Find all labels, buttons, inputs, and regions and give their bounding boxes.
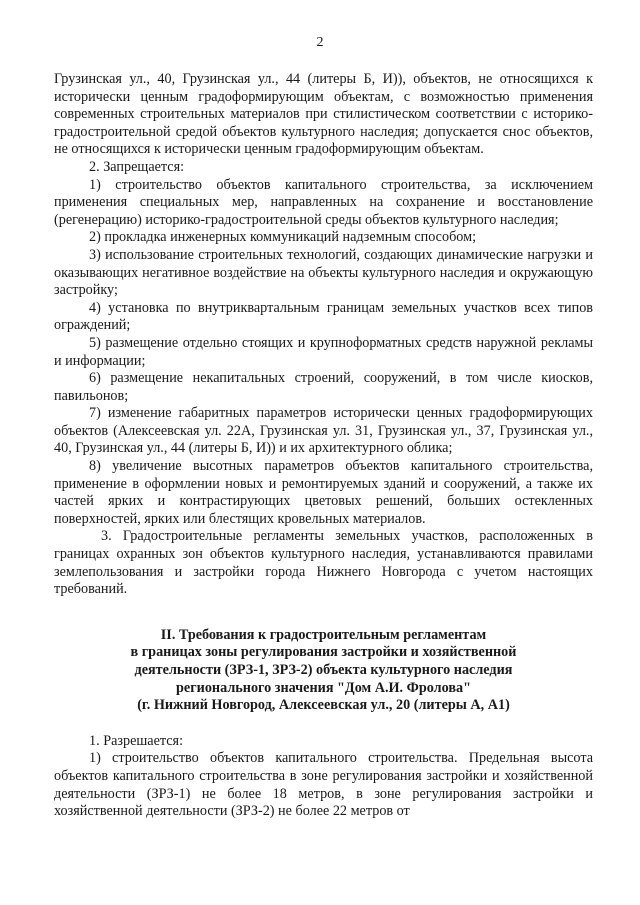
paragraph: 4) установка по внутриквартальным границам земельных участков всех типов ограждений; <box>54 299 593 334</box>
heading-line: деятельности (ЗРЗ-1, ЗРЗ-2) объекта культурного наследия <box>134 662 513 678</box>
paragraph: 7) изменение габаритных параметров исторически ценных градоформирующих объектов (Алексеевская ул. 22А, Грузинская ул. 31, Грузинская ул., 37, Грузинская ул., 40, Грузинская ул., 44 (литеры Б, И)) и их архитектурного облика; <box>54 405 593 457</box>
paragraph: 5) размещение отдельно стоящих и крупноформатных средств наружной рекламы и информации; <box>54 334 593 369</box>
heading-line: регионального значения "Дом А.И. Фролова" <box>176 679 471 696</box>
paragraph: 8) увеличение высотных параметров объектов капитального строительства, применение в оформлении новых и ремонтируемых зданий и сооружений, а также их частей ярких и контрастирующих цветовых решений, больших остекленных поверхностей, ярких или блестящих кровельных материалов. <box>54 458 593 527</box>
page-number: 2 <box>316 35 324 50</box>
paragraph: 3) использование строительных технологий, создающих динамические нагрузки и оказывающих негативное воздействие на объекты культурного наследия и окружающую застройку; <box>54 246 593 299</box>
section-ii-heading <box>54 627 593 715</box>
paragraph: 1) строительство объектов капитального строительства, за исключением применения специальных мер, направленных на сохранение и восстановление (регенерацию) историко-градостроительной среды объектов культурного наследия; <box>54 176 593 228</box>
paragraph: 3. Градостроительные регламенты земельных участков, расположенных в границах охранных зон объектов культурного наследия, устанавливаются правилами землепользования и застройки города Нижнего Новгорода с учетом настоящих требований. <box>54 528 593 598</box>
heading-line: II. Требования к градостроительным регламентам <box>160 626 487 643</box>
paragraph: 2) прокладка инженерных коммуникаций надземным способом; <box>89 229 477 246</box>
section-ii-body <box>54 733 593 821</box>
paragraph: 1) строительство объектов капитального строительства. Предельная высота объектов капитального строительства в зоне регулирования застройки и хозяйственной деятельности (ЗРЗ-1) не более 18 метров, в зоне регулирования застройки и хозяйственной деятельности (ЗРЗ-2) не более 22 метров от <box>54 750 593 820</box>
heading-line: в границах зоны регулирования застройки и хозяйственной <box>130 644 517 661</box>
paragraph: 6) размещение некапитальных строений, сооружений, в том числе киосков, павильонов; <box>54 370 593 404</box>
paragraph: 1. Разрешается: <box>89 732 184 749</box>
paragraph: 2. Запрещается: <box>89 158 185 175</box>
paragraph: Грузинская ул., 40, Грузинская ул., 44 (литеры Б, И)), объектов, не относящихся к исторически ценным градоформирующим объектам, с возможностью применения современных строительных материалов при стилистическом соответствии с историко-градостроительной средой объектов культурного наследия; допускается снос объектов, не относящихся к исторически ценным градоформирующим объектам. <box>54 71 593 158</box>
heading-line: (г. Нижний Новгород, Алексеевская ул., 20 (литеры А, А1) <box>137 697 510 714</box>
section-i-continuation <box>54 71 593 599</box>
document-body <box>54 71 593 821</box>
